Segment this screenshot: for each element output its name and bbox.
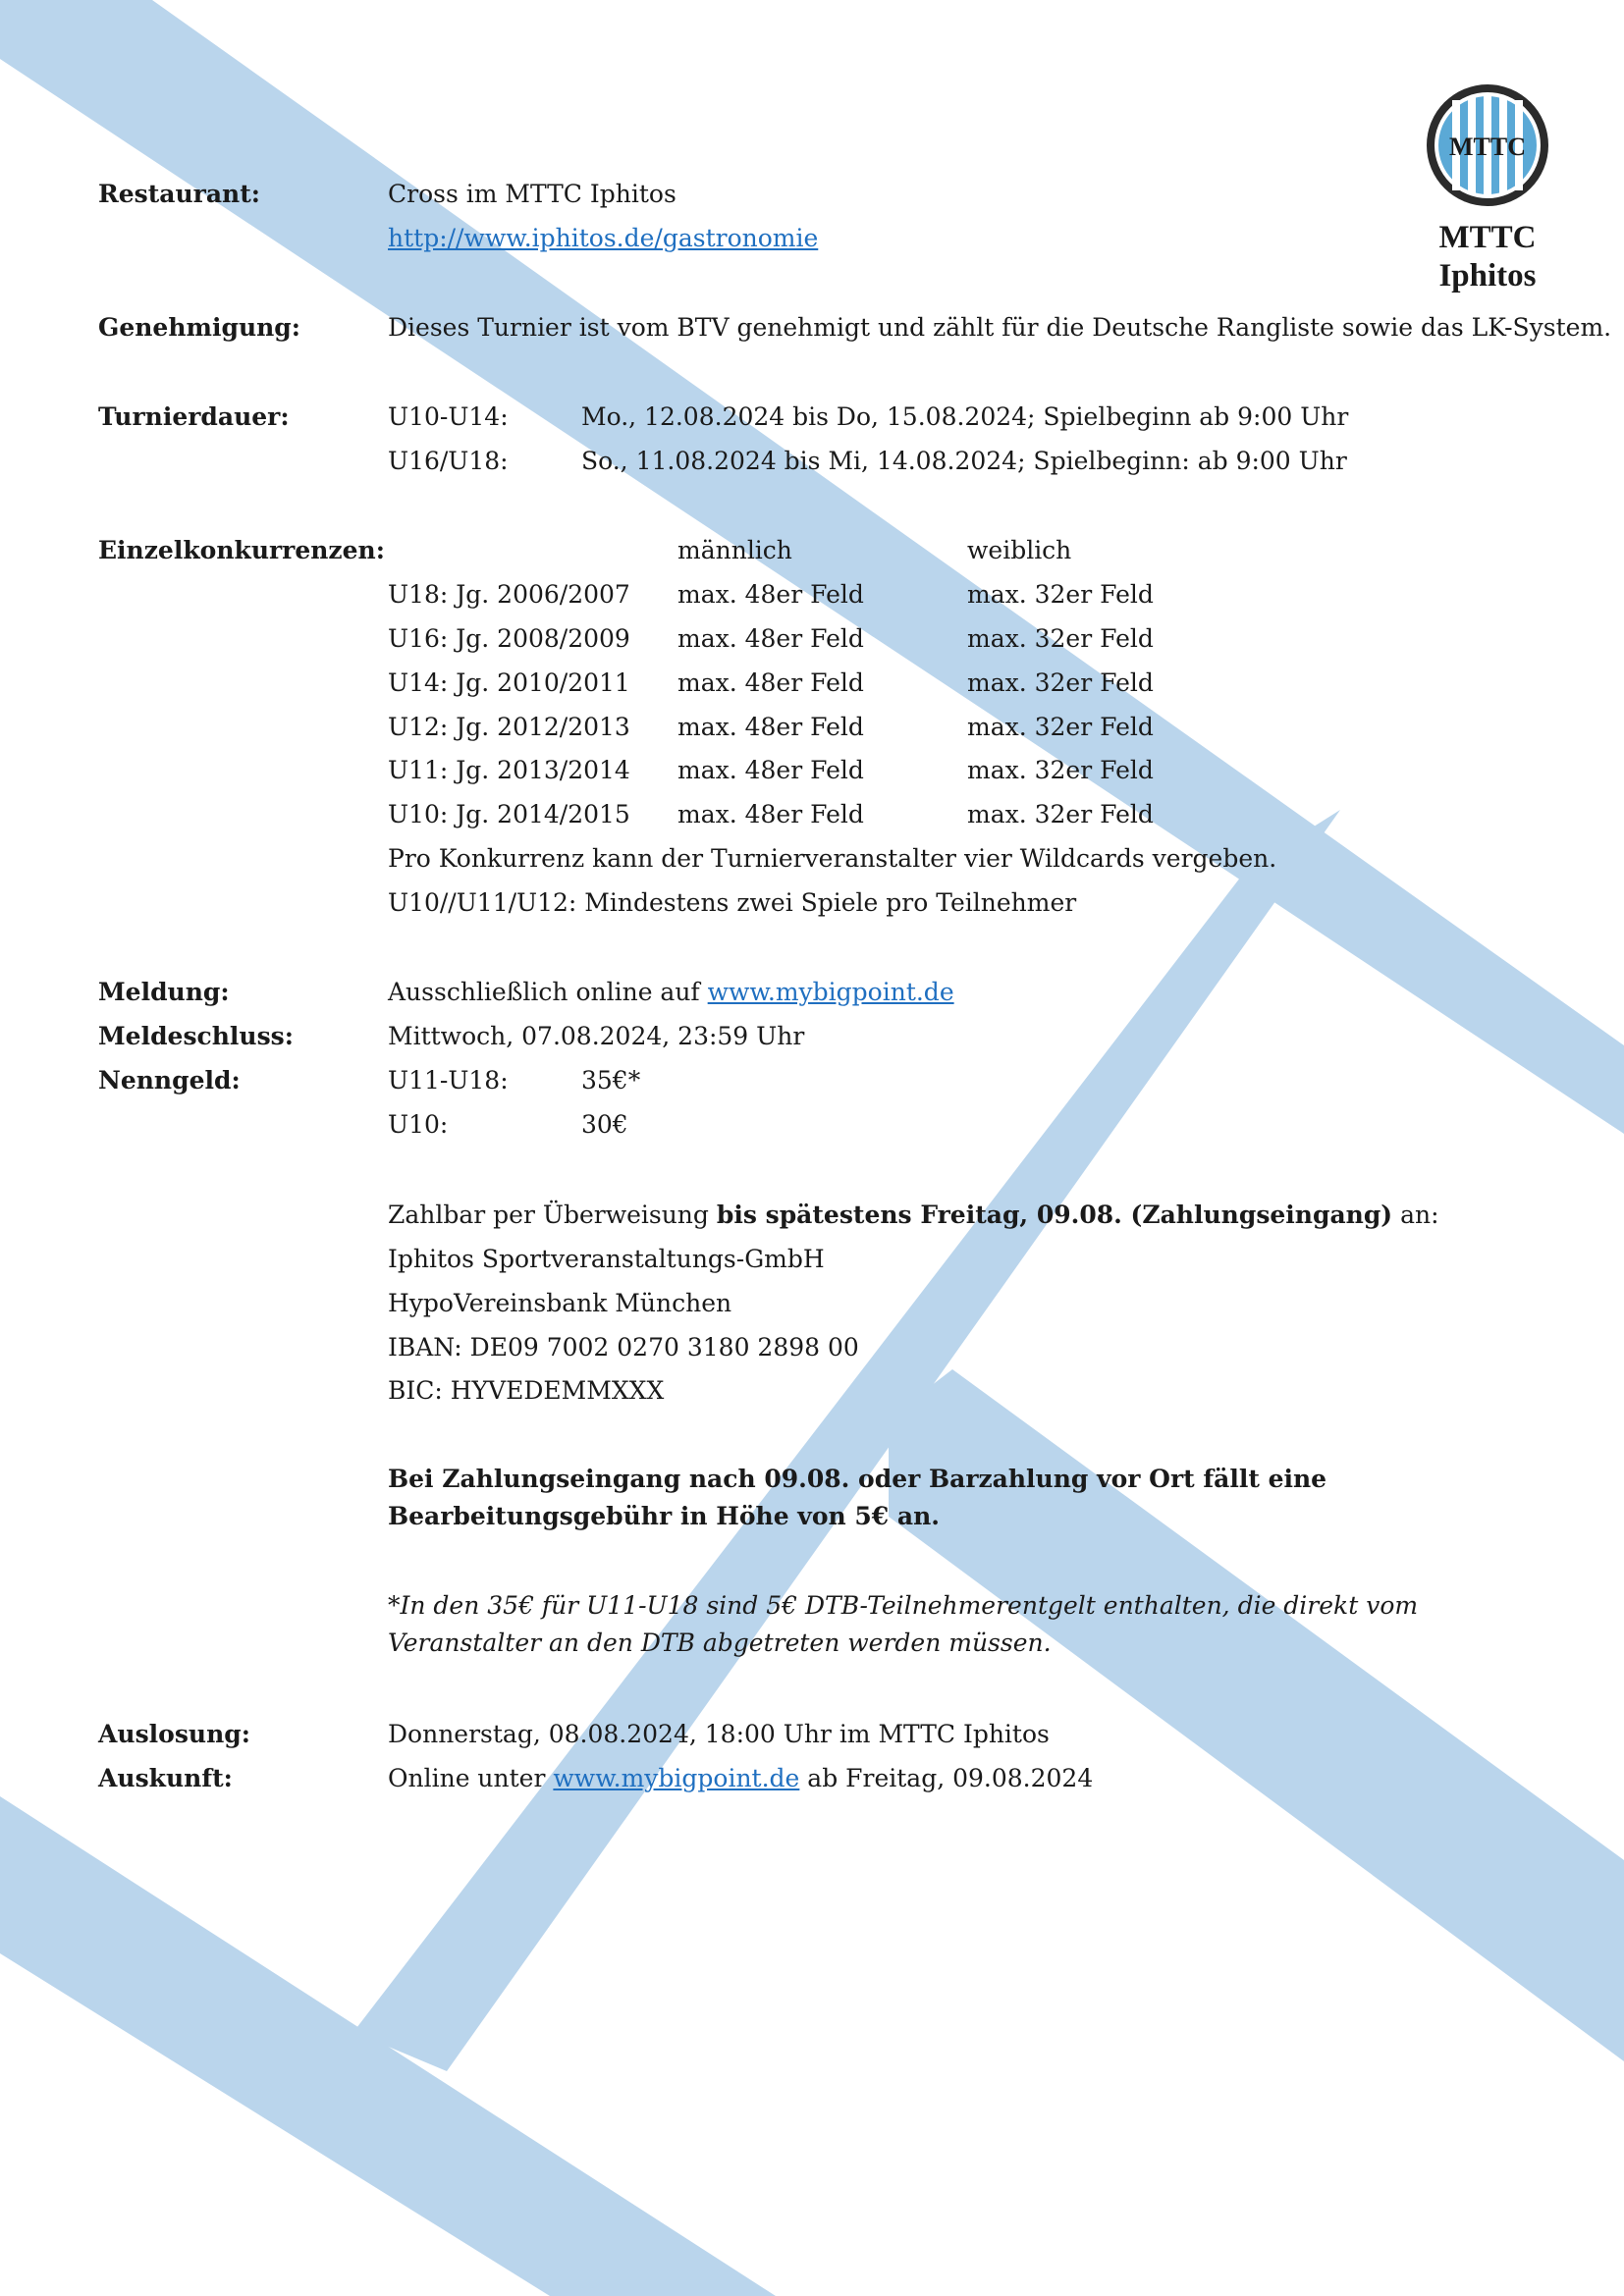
nenngeld-fee: 35€* (581, 1066, 641, 1095)
payment-deadline: bis spätestens Freitag, 09.08. (Zahlungseingang) (716, 1201, 1393, 1229)
meldung-text: Ausschließlich online auf (388, 978, 700, 1006)
einzel-age: U14: Jg. 2010/2011 (388, 668, 630, 697)
restaurant-label: Restaurant: (98, 180, 261, 208)
einzel-male-field: max. 48er Feld (677, 668, 864, 697)
nenngeld-fee: 30€ (581, 1110, 628, 1139)
meldeschluss-label: Meldeschluss: (98, 1022, 294, 1050)
payment-iban: IBAN: DE09 7002 0270 3180 2898 00 (388, 1333, 859, 1362)
nenngeld-group: U11-U18: (388, 1066, 509, 1095)
einzel-head-weiblich: weiblich (967, 536, 1072, 564)
auskunft-text-wrap (388, 1762, 1093, 1795)
restaurant-link[interactable]: http://www.iphitos.de/gastronomie (388, 224, 819, 252)
einzel-label: Einzelkonkurrenzen: (98, 536, 385, 564)
einzel-female-field: max. 32er Feld (967, 713, 1154, 741)
einzel-age: U10: Jg. 2014/2015 (388, 800, 630, 828)
logo-name-mttc: MTTC (1438, 220, 1537, 255)
einzel-minimum-games-note: U10//U11/U12: Mindestens zwei Spiele pro Teilnehmer (388, 888, 1077, 917)
restaurant-name: Cross im MTTC Iphitos (388, 180, 677, 208)
nenngeld-label: Nenngeld: (98, 1066, 241, 1095)
einzel-wildcard-note: Pro Konkurrenz kann der Turnierveranstalter vier Wildcards vergeben. (388, 844, 1277, 873)
meldung-text-wrap (388, 976, 954, 1009)
fee-footnote: *In den 35€ für U11-U18 sind 5€ DTB-Teilnehmerentgelt enthalten, die direkt vom Veranstalter an den DTB abgetreten werden müssen. (388, 1591, 1419, 1657)
einzel-male-field: max. 48er Feld (677, 580, 864, 609)
einzel-female-field: max. 32er Feld (967, 800, 1154, 828)
emblem-letters: MTTC (1449, 133, 1526, 161)
einzel-female-field: max. 32er Feld (967, 624, 1154, 653)
genehmigung-text: Dieses Turnier ist vom BTV genehmigt und zählt für die Deutsche Rangliste sowie das LK-System. (388, 313, 1612, 342)
payment-bank: HypoVereinsbank München (388, 1289, 732, 1317)
auskunft-link[interactable]: www.mybigpoint.de (553, 1764, 800, 1792)
genehmigung-label: Genehmigung: (98, 313, 301, 342)
logo-name-iphitos: Iphitos (1438, 258, 1537, 294)
meldung-label: Meldung: (98, 978, 230, 1006)
turnierdauer-dates: So., 11.08.2024 bis Mi, 14.08.2024; Spielbeginn: ab 9:00 Uhr (581, 447, 1347, 475)
late-fee-notice: Bei Zahlungseingang nach 09.08. oder Barzahlung vor Ort fällt eine Bearbeitungsgebühr in Höhe von 5€ an. (388, 1465, 1327, 1530)
nenngeld-group: U10: (388, 1110, 449, 1139)
einzel-male-field: max. 48er Feld (677, 756, 864, 784)
einzel-age: U18: Jg. 2006/2007 (388, 580, 630, 609)
einzel-age: U12: Jg. 2012/2013 (388, 713, 630, 741)
club-logo (1419, 77, 1556, 294)
einzel-head-maennlich: männlich (677, 536, 792, 564)
payment-pre: Zahlbar per Überweisung (388, 1201, 717, 1229)
einzel-age: U11: Jg. 2013/2014 (388, 756, 630, 784)
auslosung-text: Donnerstag, 08.08.2024, 18:00 Uhr im MTTC Iphitos (388, 1720, 1050, 1748)
payment-post: an: (1392, 1201, 1439, 1229)
einzel-male-field: max. 48er Feld (677, 713, 864, 741)
einzel-female-field: max. 32er Feld (967, 580, 1154, 609)
meldeschluss-text: Mittwoch, 07.08.2024, 23:59 Uhr (388, 1022, 805, 1050)
club-emblem (1419, 77, 1556, 214)
auskunft-label: Auskunft: (98, 1764, 233, 1792)
einzel-age: U16: Jg. 2008/2009 (388, 624, 630, 653)
turnierdauer-label: Turnierdauer: (98, 402, 290, 431)
auskunft-post: ab Freitag, 09.08.2024 (807, 1764, 1094, 1792)
turnierdauer-dates: Mo., 12.08.2024 bis Do, 15.08.2024; Spielbeginn ab 9:00 Uhr (581, 402, 1349, 431)
payment-recipient: Iphitos Sportveranstaltungs-GmbH (388, 1245, 825, 1273)
einzel-female-field: max. 32er Feld (967, 756, 1154, 784)
turnierdauer-group: U16/U18: (388, 447, 509, 475)
payment-bic: BIC: HYVEDEMMXXX (388, 1376, 665, 1405)
auskunft-pre: Online unter (388, 1764, 546, 1792)
auslosung-label: Auslosung: (98, 1720, 250, 1748)
turnierdauer-group: U10-U14: (388, 402, 509, 431)
einzel-male-field: max. 48er Feld (677, 624, 864, 653)
meldung-link[interactable]: www.mybigpoint.de (707, 978, 954, 1006)
einzel-male-field: max. 48er Feld (677, 800, 864, 828)
payment-instruction (388, 1199, 1439, 1232)
einzel-female-field: max. 32er Feld (967, 668, 1154, 697)
